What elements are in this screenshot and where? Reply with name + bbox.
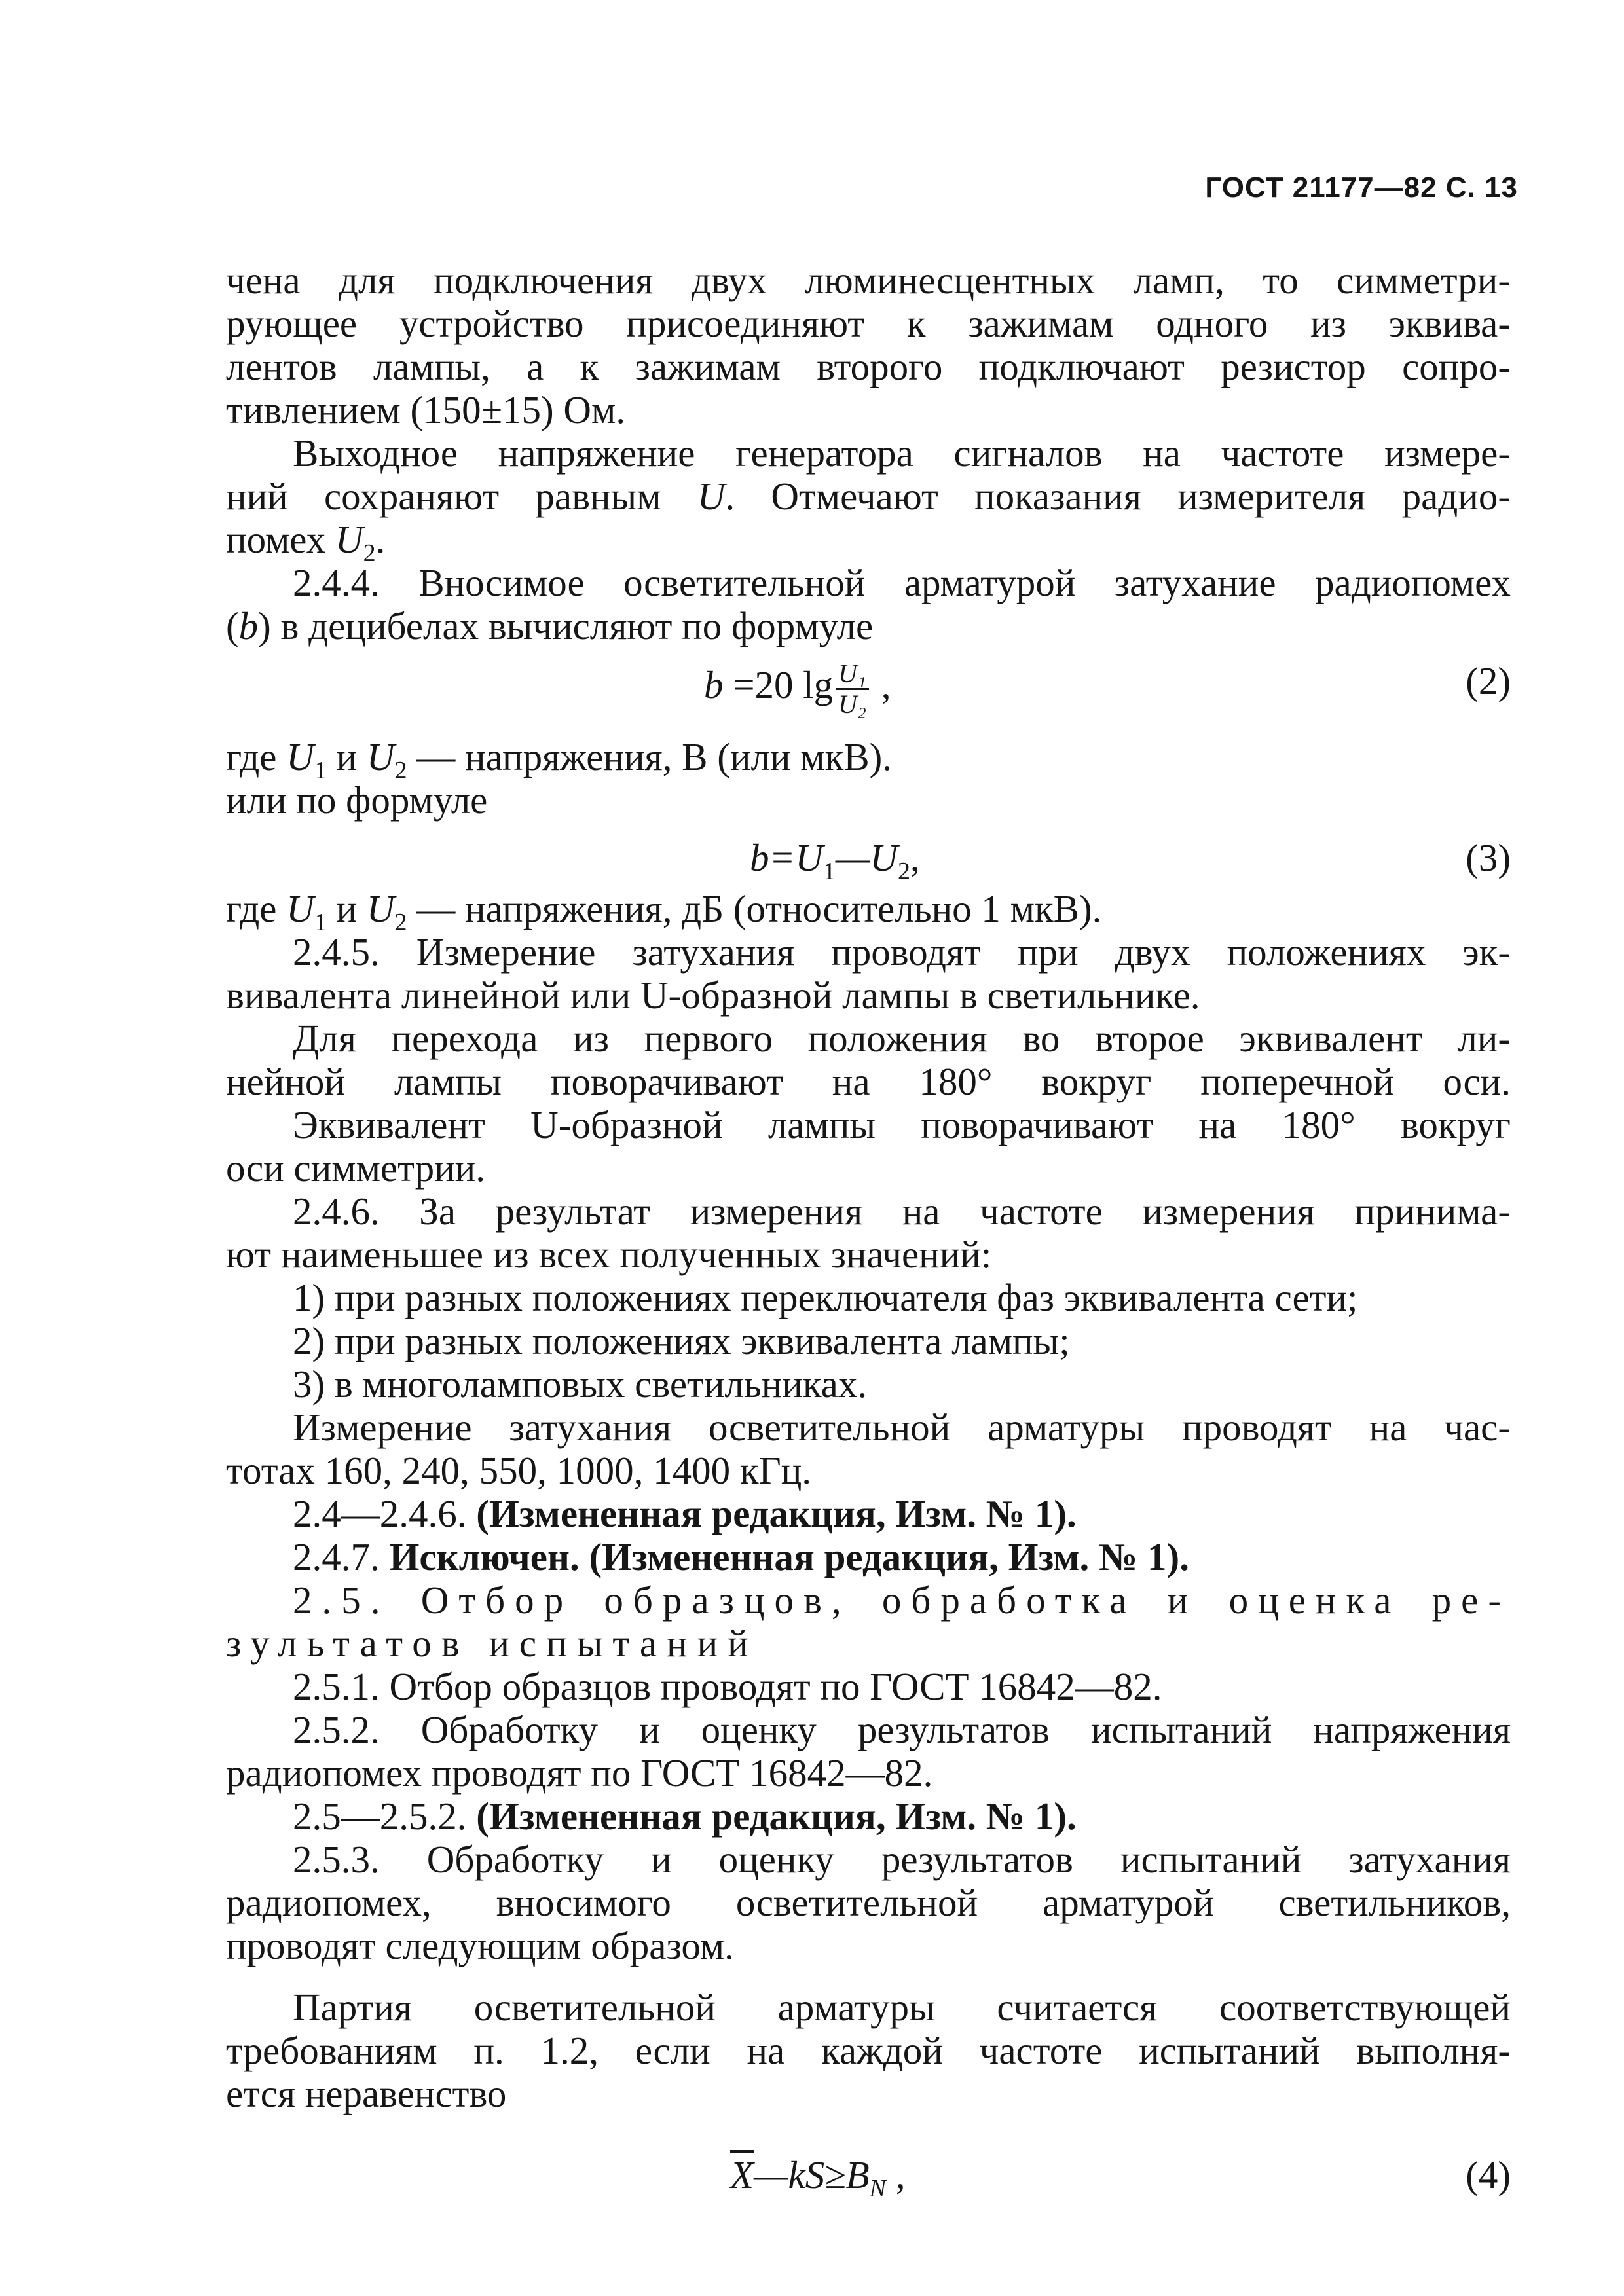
formula-3-expression: $b=U_1—U_2$, — [750, 836, 920, 885]
text-line: Измерение затухания осветительной арматуры проводят на час- — [293, 1406, 1511, 1449]
formula-4-number: (4) — [1466, 2153, 1511, 2196]
text-line: тивлением (150±15) Ом. — [226, 388, 626, 431]
text-line: оси симметрии. — [226, 1146, 486, 1190]
list-item: 3) в многоламповых светильниках. — [293, 1362, 868, 1406]
revision-note: 2.5—2.5.2. (Измененная редакция, Изм. № 1). — [293, 1795, 1077, 1838]
text-line: где $U_1$ и $U_2$ — напряжения, В (или мкВ). — [226, 735, 893, 784]
text-line: лентов лампы, а к зажимам второго подключают резистор сопро- — [226, 345, 1511, 388]
formula-4-expression: $\overline{X}—kS\ge B_N$ , — [730, 2153, 906, 2202]
text-line: ний сохраняют равным U. Отмечают показания измерителя радио- — [226, 475, 1511, 518]
text-line: где $U_1$ и $U_2$ — напряжения, дБ (относительно 1 мкВ). — [226, 887, 1102, 936]
formula-3-number: (3) — [1466, 836, 1511, 879]
text-line: проводят следующим образом. — [226, 1924, 734, 1967]
text-line: Выходное напряжение генератора сигналов на частоте измере- — [293, 431, 1511, 475]
section-heading: зультатов испытаний — [226, 1622, 758, 1665]
text-line: 2.5.1. Отбор образцов проводят по ГОСТ 16842—82. — [293, 1665, 1162, 1708]
list-item: 1) при разных положениях переключателя фаз эквивалента сети; — [293, 1276, 1358, 1319]
formula-4 — [226, 2115, 1511, 2207]
text-line: вивалента линейной или U-образной лампы в светильнике. — [226, 974, 1200, 1017]
text-line: ется неравенство — [226, 2072, 507, 2115]
text-line: радиопомех, вносимого осветительной арматурой светильников, — [226, 1881, 1511, 1924]
text-line: требованиям п. 1.2, если на каждой частоте испытаний выполня- — [226, 2029, 1511, 2072]
formula-3 — [226, 822, 1511, 887]
formula-2 — [226, 647, 1511, 735]
formula-2-fraction: $\frac{\text{U₁}}{\text{U₂}}$ — [836, 659, 869, 719]
text-line: помех $U_2$. — [226, 518, 386, 567]
revision-note: 2.4—2.4.6. (Измененная редакция, Изм. № 1). — [293, 1492, 1077, 1535]
text-line: чена для подключения двух люминесцентных ламп, то симметри- — [226, 259, 1511, 302]
text-line: нейной лампы поворачивают на 180° вокруг поперечной оси. — [226, 1060, 1511, 1103]
section-heading: 2.5. Отбор образцов, обработка и оценка ре- — [293, 1578, 1511, 1622]
text-line: Для перехода из первого положения во второе эквивалент ли- — [293, 1017, 1511, 1060]
text-line: 2.4.4. Вносимое осветительной арматурой затухание радиопомех — [293, 561, 1511, 604]
text-line: 2.4.6. За результат измерения на частоте измерения принима- — [293, 1190, 1511, 1233]
text-line: 2.5.2. Обработку и оценку результатов испытаний напряжения — [293, 1708, 1511, 1751]
formula-2-expression: b =20 lg $\frac{\text{U₁}}{\text{U₂}}$ , — [704, 659, 891, 719]
text-line: тотах 160, 240, 550, 1000, 1400 кГц. — [226, 1449, 812, 1492]
paragraph-gap — [226, 1967, 1511, 1986]
text-line: 2.4.5. Измерение затухания проводят при двух положениях эк- — [293, 930, 1511, 974]
text-line: или по формуле — [226, 778, 488, 822]
revision-note: 2.4.7. Исключен. (Измененная редакция, Изм. № 1). — [293, 1535, 1189, 1578]
document-body — [226, 259, 1511, 2207]
text-line: (b) в децибелах вычисляют по формуле — [226, 604, 874, 647]
formula-2-number: (2) — [1466, 659, 1511, 702]
list-item: 2) при разных положениях эквивалента лампы; — [293, 1319, 1070, 1362]
text-line: радиопомех проводят по ГОСТ 16842—82. — [226, 1751, 933, 1795]
page-header: ГОСТ 21177—82 С. 13 — [1205, 172, 1518, 204]
text-line: Эквивалент U-образной лампы поворачивают на 180° вокруг — [293, 1103, 1511, 1146]
text-line: ют наименьшее из всех полученных значений: — [226, 1233, 992, 1276]
text-line: Партия осветительной арматуры считается соответствующей — [293, 1986, 1511, 2029]
text-line: рующее устройство присоединяют к зажимам одного из эквива- — [226, 302, 1511, 345]
text-line: 2.5.3. Обработку и оценку результатов испытаний затухания — [293, 1838, 1511, 1881]
